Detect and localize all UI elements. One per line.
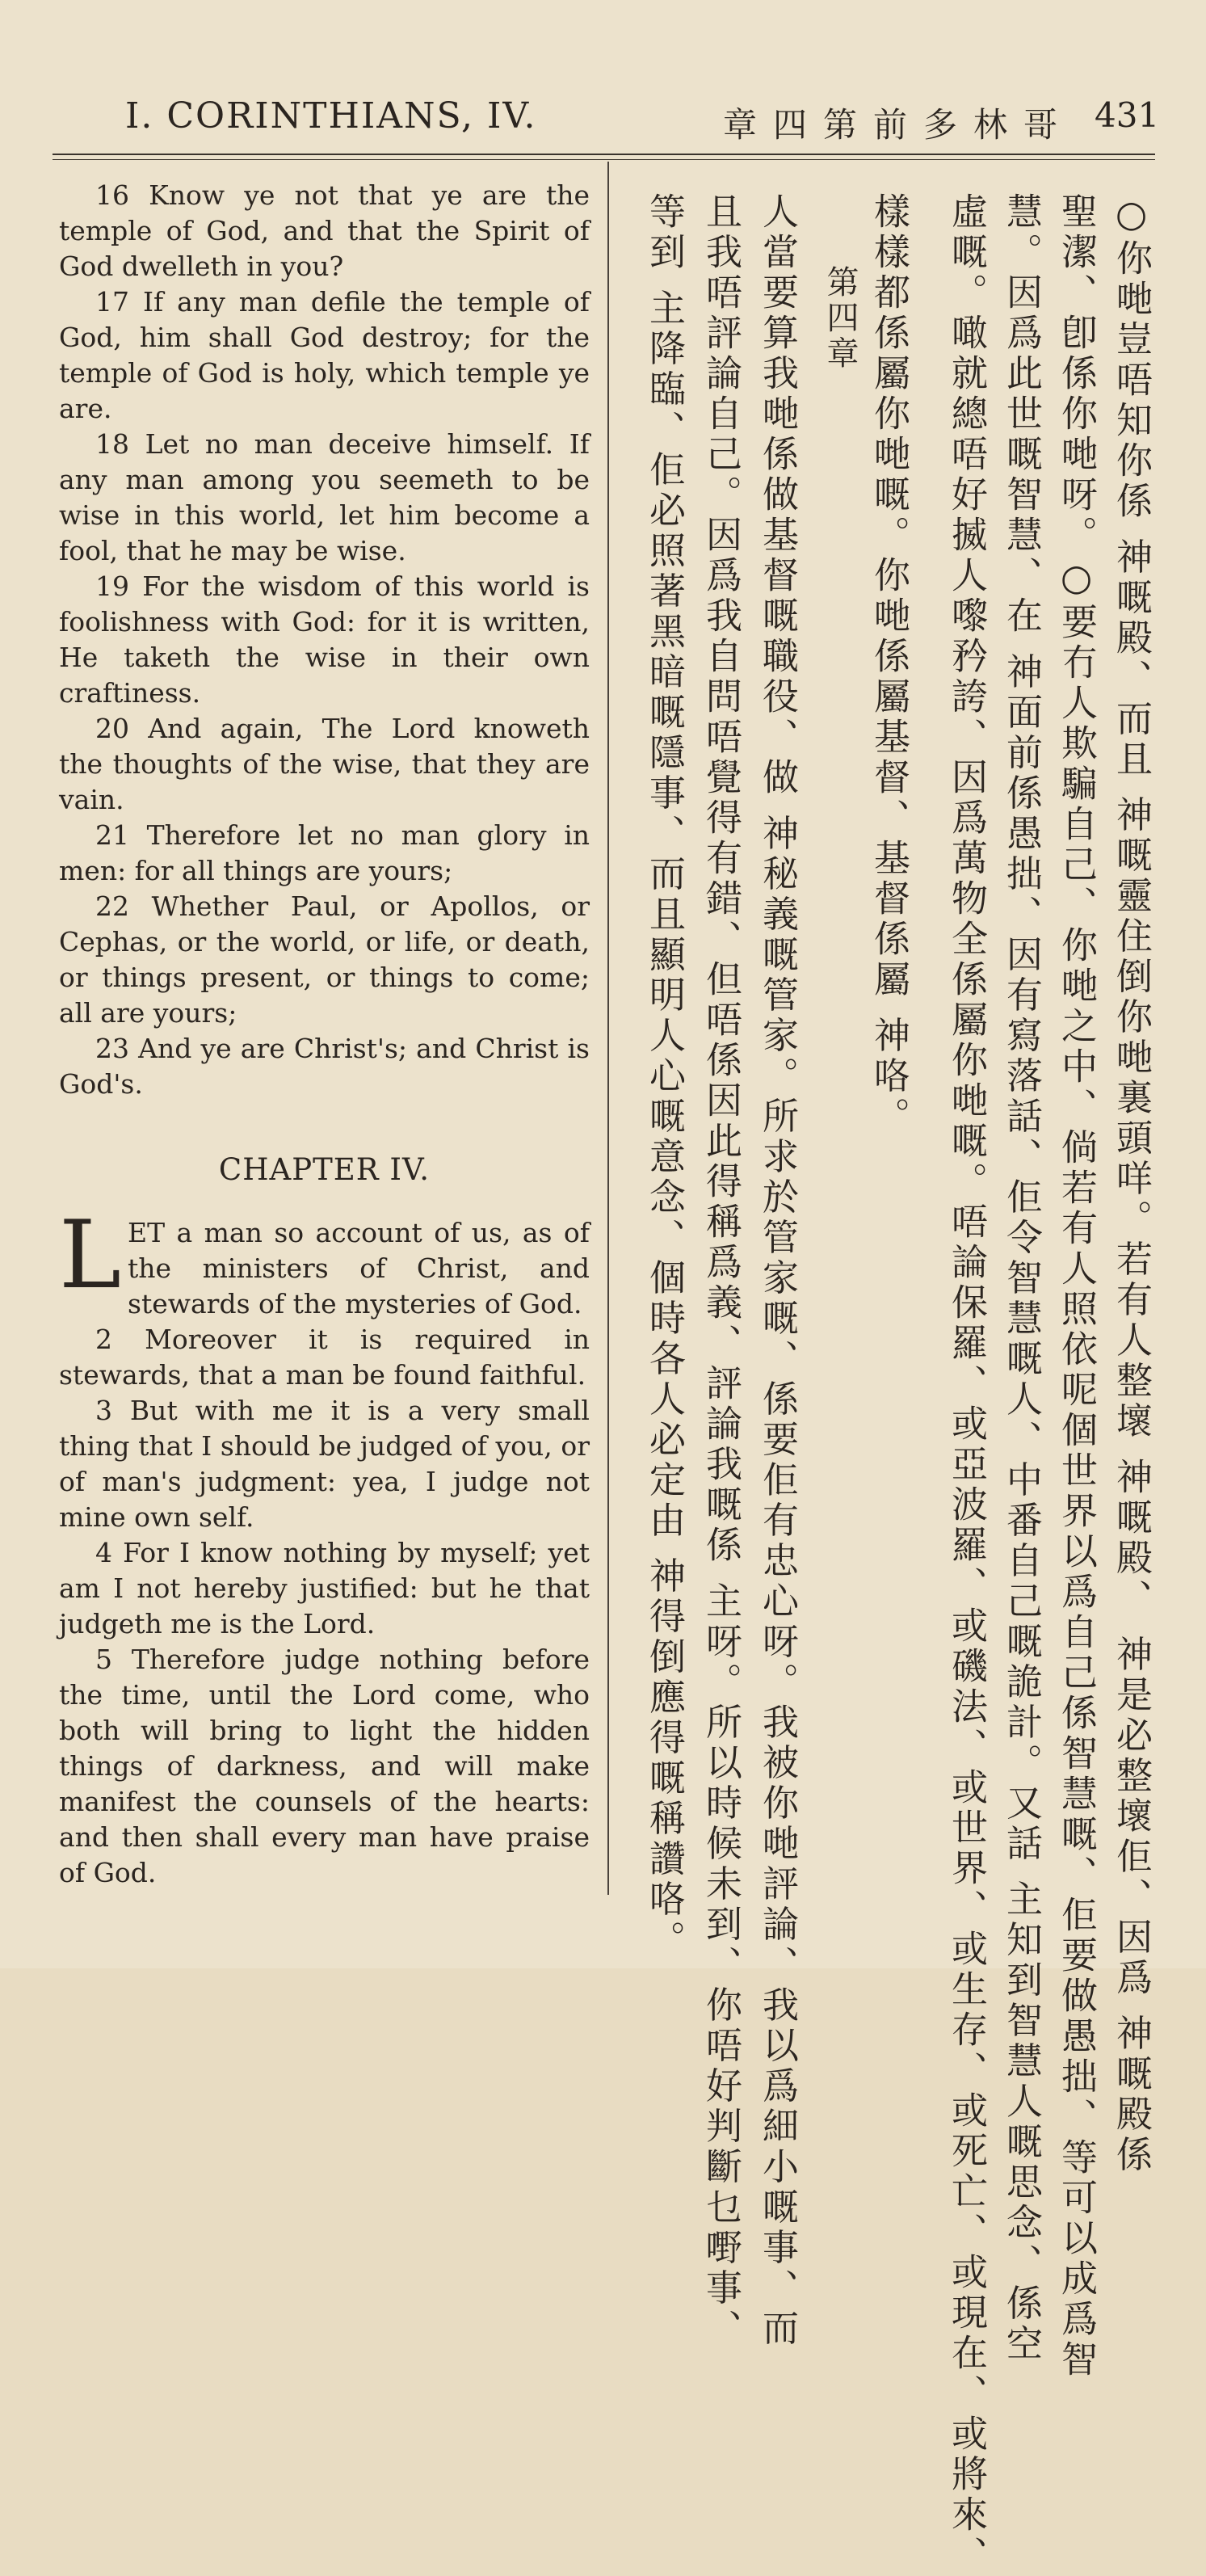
chinese-chapter-heading: 第四章 — [822, 265, 859, 372]
chinese-text-column: 虛嘅。噉就總唔好揻人嚟矜誇、因爲萬物全係屬你哋嘅。唔論保羅、或亞波羅、或磯法、或世界、或生存、或死亡、或現在、或將來、 — [945, 192, 988, 2576]
chinese-text-column: ○你哋豈唔知你係 神嘅殿、而且 神嘅靈住倒你哋裏頭咩。若有人整壞 神嘅殿、 神是必整壞佢、因爲 神嘅殿係 — [1110, 192, 1153, 2176]
verse-4-2: 2 Moreover it is required in stewards, that a man be found faithful. — [59, 1324, 590, 1391]
page-number: 431 — [1095, 95, 1160, 135]
verse-3-19: 19 For the wisdom of this world is foolishness with God: for it is written, He taketh the wise in their own craftiness. — [59, 570, 590, 709]
chinese-text-column: 人當要算我哋係做基督嘅職役、做 神秘義嘅管家。所求於管家嘅、係要佢有忠心呀。我被你哋評論、我以爲細小嘅事、而 — [756, 192, 799, 2350]
chinese-text-column: 等到 主降臨、佢必照著黑暗嘅隱事、而且顯明人心嘅意念、個時各人必定由 神得倒應得嘅稱讚咯。 — [643, 192, 686, 1961]
verse-3-22: 22 Whether Paul, or Apollos, or Cephas, or the world, or life, or death, or things present, or things to come; all are yours; — [59, 890, 590, 1029]
chinese-text-column: 聖潔、卽係你哋呀。○要冇人欺騙自己、你哋之中、倘若有人照依呢個世界以爲自己係智慧嘅、佢要做愚拙、等可以成爲智 — [1055, 192, 1098, 2380]
english-column — [59, 178, 590, 1891]
verse-4-4: 4 For I know nothing by myself; yet am I not hereby justified: but he that judgeth me is the Lord. — [59, 1537, 590, 1639]
running-header-english: I. CORINTHIANS, IV. — [125, 95, 537, 137]
verse-4-1-text: ET a man so account of us, as of the ministers of Christ, and stewards of the mysteries of God. — [128, 1217, 590, 1320]
verse-3-17: 17 If any man defile the temple of God, him shall God destroy; for the temple of God is holy, which temple ye are. — [59, 286, 590, 424]
chapter-heading: CHAPTER IV. — [218, 1152, 431, 1187]
column-divider — [607, 162, 609, 1895]
verse-3-16: 16 Know ye not that ye are the temple of God, and that the Spirit of God dwelleth in you? — [59, 179, 590, 282]
verse-4-1 — [59, 1201, 590, 1322]
verse-3-18: 18 Let no man deceive himself. If any man among you seemeth to be wise in this world, let him become a fool, that he may be wise. — [59, 428, 590, 566]
chinese-text-column: 且我唔評論自己。因爲我自問唔覺得有錯、但唔係因此得稱爲義、評論我嘅係 主呀。所以時候未到、你唔好判斷乜嘢事、 — [700, 192, 742, 2350]
verse-3-23: 23 And ye are Christ's; and Christ is God's. — [59, 1033, 590, 1100]
verse-4-5: 5 Therefore judge nothing before the time, until the Lord come, who both will bring to light the hidden things of darkness, and will make manifest the counsels of the hearts: and then shall every man have praise of God. — [59, 1644, 590, 1888]
header-rule — [53, 154, 1155, 155]
verse-3-20: 20 And again, The Lord knoweth the thoughts of the wise, that they are vain. — [59, 713, 590, 815]
header-rule-thin — [53, 159, 1155, 160]
chinese-text-column: 樣樣都係屬你哋嘅。你哋係屬基督、基督係屬 神咯。 — [868, 192, 910, 1138]
chinese-text-column: 慧。因爲此世嘅智慧、在 神面前係愚拙、因有寫落話、佢令智慧嘅人、中番自己嘅詭計。又話 主知到智慧人嘅思念、係空 — [1000, 192, 1043, 2365]
verse-4-3: 3 But with me it is a very small thing that I should be judged of you, or of man's judgment: yea, I judge not mine own self. — [59, 1395, 590, 1533]
running-header-chinese: 章四第前多林哥 — [723, 105, 1074, 145]
verse-3-21: 21 Therefore let no man glory in men: for all things are yours; — [59, 819, 590, 886]
chinese-column — [622, 192, 1163, 2576]
drop-cap: L — [59, 1201, 122, 1310]
